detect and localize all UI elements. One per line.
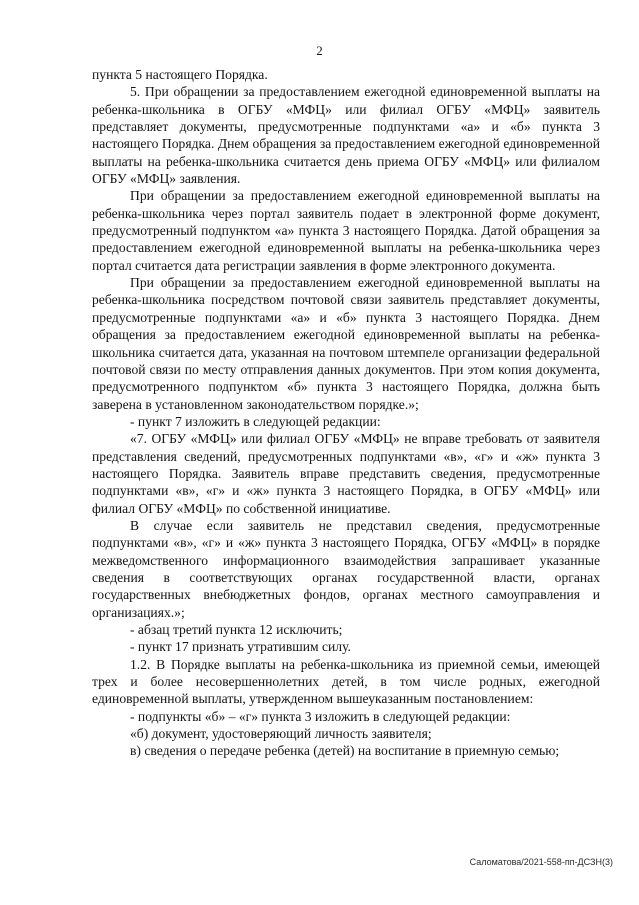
paragraph: в) сведения о передаче ребенка (детей) на воспитание в приемную семью; — [130, 743, 560, 759]
document-body — [92, 66, 600, 760]
paragraph: 1.2. В Порядке выплаты на ребенка-школьника из приемной семьи, имеющей трех и более несовершеннолетних детей, в том числе родных, ежегодной единовременной выплаты, утвержденном вышеуказанным постановлением: — [92, 656, 600, 707]
paragraph: пункта 5 настоящего Порядка. — [92, 67, 268, 82]
document-footer-code: Саломатова/2021-558-пп-ДСЗН(3) — [469, 857, 613, 867]
paragraph: При обращении за предоставлением ежегодной единовременной выплаты на ребенка-школьника посредством почтовой связи заявитель представляет документы, предусмотренные подпунктами «а» и «б» пункта 3 настоящего Порядка. Днем обращения за предоставлением ежегодной единовременной выплаты на ребенка-школьника считается дата, указанная на почтовом штемпеле организации федеральной почтовой связи по месту отправления данных документов. При этом копия документа, предусмотренного подпунктом «б» пункта 3 настоящего Порядка, должна быть заверена в установленном законодательством порядке.»; — [92, 275, 600, 412]
paragraph: «7. ОГБУ «МФЦ» или филиал ОГБУ «МФЦ» не вправе требовать от заявителя представления сведений, предусмотренных подпунктами «в», «г» и «ж» пункта 3 настоящего Порядка. Заявитель вправе представить сведения, предусмотренные подпунктами «в», «г» и «ж» пункта 3 настоящего Порядка, в ОГБУ «МФЦ» или филиал ОГБУ «МФЦ» по собственной инициативе. — [92, 431, 600, 516]
paragraph: - абзац третий пункта 12 исключить; — [130, 622, 343, 637]
paragraph: - пункт 7 изложить в следующей редакции: — [130, 413, 381, 429]
paragraph: В случае если заявитель не представил сведения, предусмотренные подпунктами «в», «г» и «ж» пункта 3 настоящего Порядка, ОГБУ «МФЦ» в порядке межведомственного информационного взаимодействия запрашивает указанные сведения в соответствующих органах государственной власти, органах государственных внебюджетных фондов, органах местного самоуправления и организациях.»; — [92, 517, 600, 620]
paragraph: 5. При обращении за предоставлением ежегодной единовременной выплаты на ребенка-школьника в ОГБУ «МФЦ» или филиал ОГБУ «МФЦ» заявитель представляет документы, предусмотренные подпунктами «а» и «б» пункта 3 настоящего Порядка. Днем обращения за предоставлением ежегодной единовременной выплаты на ребенка-школьника считается день приема ОГБУ «МФЦ» или филиалом ОГБУ «МФЦ» заявления. — [92, 84, 600, 187]
paragraph: При обращении за предоставлением ежегодной единовременной выплаты на ребенка-школьника через портал заявитель подает в электронной форме документ, предусмотренный подпунктом «а» пункта 3 настоящего Порядка. Датой обращения за предоставлением ежегодной единовременной выплаты на ребенка-школьника через портал считается дата регистрации заявления в форме электронного документа. — [92, 188, 600, 273]
page-number: 2 — [316, 43, 323, 58]
paragraph: - пункт 17 признать утратившим силу. — [130, 639, 351, 655]
paragraph: - подпункты «б» – «г» пункта 3 изложить в следующей редакции: — [130, 708, 511, 724]
paragraph: «б) документ, удостоверяющий личность заявителя; — [130, 726, 432, 742]
